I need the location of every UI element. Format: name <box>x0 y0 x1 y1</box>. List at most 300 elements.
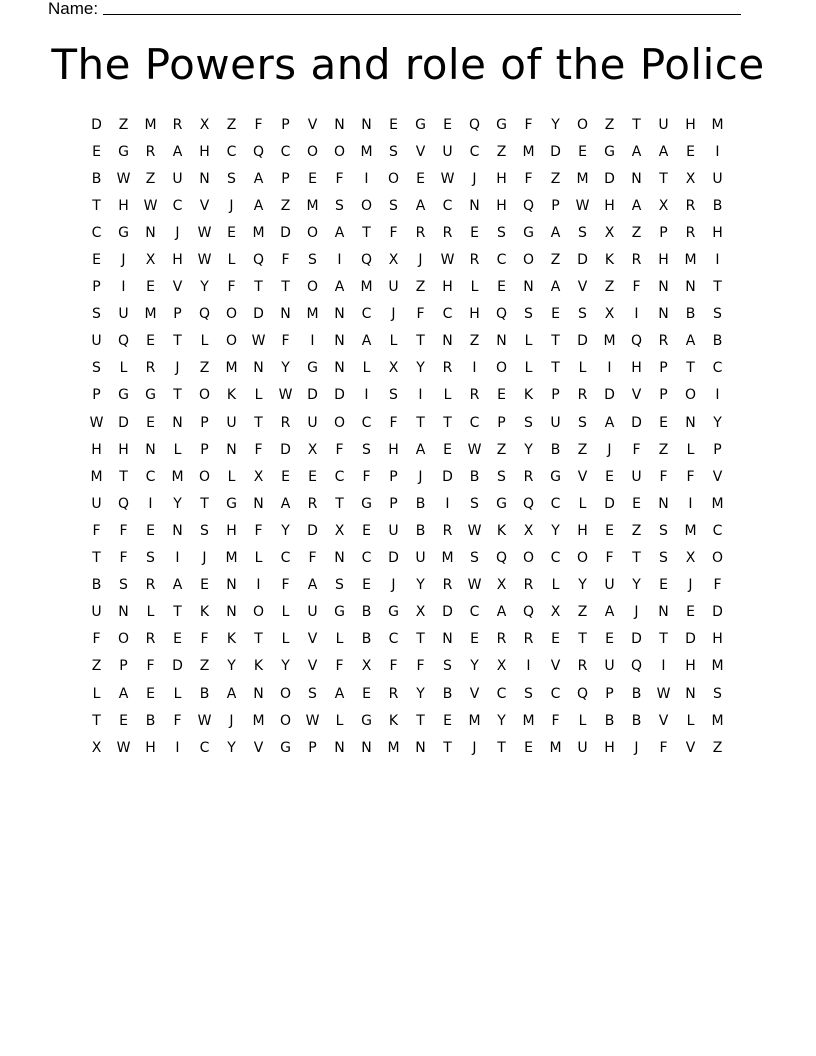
grid-row <box>83 463 731 490</box>
grid-letter: T <box>92 712 101 729</box>
grid-letter: N <box>658 495 669 512</box>
grid-letter: F <box>146 658 155 675</box>
grid-letter: P <box>389 468 398 485</box>
grid-letter: O <box>279 685 292 702</box>
grid-letter: Z <box>199 658 210 675</box>
grid-letter: N <box>172 522 183 539</box>
grid-letter: T <box>443 739 452 756</box>
grid-letter: N <box>145 441 156 458</box>
grid-letter: D <box>442 604 453 621</box>
grid-letter: X <box>523 522 534 539</box>
grid-letter: A <box>253 170 264 187</box>
grid-letter: F <box>389 658 398 675</box>
grid-letter: Y <box>416 577 425 594</box>
grid-letter: M <box>306 306 319 323</box>
grid-letter: I <box>418 387 423 404</box>
grid-letter: L <box>254 550 263 567</box>
grid-letter: M <box>711 495 724 512</box>
grid-letter: V <box>550 658 561 675</box>
grid-letter: B <box>361 631 372 648</box>
name-field <box>48 0 741 19</box>
grid-letter: Y <box>200 279 209 296</box>
grid-letter: Z <box>199 360 210 377</box>
grid-letter: S <box>524 685 533 702</box>
grid-letter: I <box>661 658 666 675</box>
grid-letter: G <box>307 360 318 377</box>
grid-letter: M <box>576 170 589 187</box>
grid-letter: O <box>198 387 211 404</box>
grid-letter: D <box>631 631 642 648</box>
grid-letter: B <box>685 306 696 323</box>
grid-letter: D <box>280 224 291 241</box>
grid-letter: A <box>172 577 183 594</box>
grid-letter: B <box>631 712 642 729</box>
grid-letter: E <box>443 441 452 458</box>
grid-letter: J <box>472 739 477 756</box>
grid-letter: N <box>334 739 345 756</box>
grid-letter: O <box>576 116 589 133</box>
grid-letter: T <box>443 414 452 431</box>
grid-letter: S <box>524 306 533 323</box>
grid-letter: I <box>337 252 342 269</box>
grid-letter: L <box>227 252 236 269</box>
grid-letter: N <box>442 631 453 648</box>
grid-letter: L <box>362 360 371 377</box>
grid-letter: C <box>442 197 453 214</box>
grid-letter: O <box>522 550 535 567</box>
grid-letter: L <box>524 333 533 350</box>
name-blank-line <box>103 0 741 15</box>
grid-letter: W <box>278 387 293 404</box>
grid-letter: F <box>254 441 263 458</box>
grid-letter: N <box>226 604 237 621</box>
grid-letter: S <box>200 522 209 539</box>
grid-letter: L <box>227 468 236 485</box>
grid-letter: D <box>550 143 561 160</box>
grid-letter: M <box>522 143 535 160</box>
grid-letter: W <box>197 224 212 241</box>
grid-letter: Q <box>117 333 130 350</box>
grid-letter: E <box>173 631 182 648</box>
grid-letter: W <box>89 414 104 431</box>
grid-letter: Q <box>630 333 643 350</box>
grid-letter: Z <box>631 224 642 241</box>
grid-letter: F <box>335 441 344 458</box>
grid-letter: G <box>361 495 372 512</box>
grid-letter: Y <box>470 658 479 675</box>
grid-letter: N <box>361 116 372 133</box>
grid-letter: A <box>334 224 345 241</box>
grid-letter: S <box>308 252 317 269</box>
grid-letter: T <box>551 360 560 377</box>
grid-letter: S <box>497 468 506 485</box>
grid-letter: S <box>497 224 506 241</box>
grid-letter: D <box>604 387 615 404</box>
grid-letter: X <box>253 468 264 485</box>
grid-letter: L <box>551 577 560 594</box>
grid-letter: O <box>360 197 373 214</box>
grid-letter: F <box>119 550 128 567</box>
grid-letter: X <box>496 658 507 675</box>
grid-letter: B <box>712 197 723 214</box>
grid-letter: E <box>659 414 668 431</box>
grid-letter: L <box>578 360 587 377</box>
grid-row <box>83 572 731 599</box>
grid-letter: R <box>523 468 534 485</box>
grid-letter: J <box>418 252 423 269</box>
grid-letter: N <box>415 739 426 756</box>
grid-letter: N <box>631 170 642 187</box>
grid-letter: R <box>415 224 426 241</box>
grid-letter: T <box>632 550 641 567</box>
grid-letter: T <box>578 631 587 648</box>
grid-letter: F <box>92 631 101 648</box>
name-label: Name: <box>48 0 99 18</box>
grid-letter: C <box>550 495 561 512</box>
grid-letter: L <box>281 631 290 648</box>
grid-letter: O <box>225 306 238 323</box>
grid-letter: F <box>659 468 668 485</box>
grid-letter: G <box>415 116 426 133</box>
grid-letter: O <box>333 414 346 431</box>
grid-letter: A <box>361 333 372 350</box>
grid-letter: W <box>197 252 212 269</box>
grid-letter: F <box>632 279 641 296</box>
grid-letter: E <box>686 604 695 621</box>
grid-letter: W <box>116 739 131 756</box>
grid-letter: N <box>361 739 372 756</box>
grid-letter: F <box>227 279 236 296</box>
grid-letter: R <box>685 197 696 214</box>
grid-letter: W <box>305 712 320 729</box>
grid-letter: Q <box>495 550 508 567</box>
grid-letter: F <box>713 577 722 594</box>
grid-letter: Z <box>496 143 507 160</box>
grid-letter: F <box>200 631 209 648</box>
grid-letter: Z <box>226 116 237 133</box>
grid-letter: J <box>391 306 396 323</box>
grid-letter: C <box>145 468 156 485</box>
grid-letter: L <box>119 360 128 377</box>
grid-letter: S <box>308 685 317 702</box>
grid-letter: C <box>361 550 372 567</box>
grid-letter: Y <box>281 360 290 377</box>
grid-letter: F <box>659 739 668 756</box>
grid-letter: E <box>146 522 155 539</box>
grid-letter: T <box>119 468 128 485</box>
grid-letter: G <box>361 712 372 729</box>
grid-letter: O <box>306 279 319 296</box>
grid-letter: J <box>472 170 477 187</box>
grid-letter: P <box>389 495 398 512</box>
grid-letter: T <box>416 333 425 350</box>
grid-letter: I <box>256 577 261 594</box>
grid-letter: Z <box>469 333 480 350</box>
grid-letter: P <box>551 197 560 214</box>
grid-letter: C <box>550 685 561 702</box>
grid-row <box>83 545 731 572</box>
grid-letter: Z <box>577 441 588 458</box>
grid-letter: B <box>604 712 615 729</box>
grid-letter: H <box>91 441 102 458</box>
grid-letter: U <box>307 414 318 431</box>
grid-letter: R <box>523 631 534 648</box>
grid-letter: G <box>334 604 345 621</box>
grid-letter: K <box>496 522 507 539</box>
grid-letter: M <box>306 197 319 214</box>
grid-letter: X <box>604 224 615 241</box>
grid-letter: E <box>362 685 371 702</box>
grid-letter: T <box>416 631 425 648</box>
grid-letter: M <box>711 658 724 675</box>
grid-letter: H <box>658 252 669 269</box>
grid-letter: E <box>605 631 614 648</box>
grid-letter: X <box>550 604 561 621</box>
grid-letter: J <box>607 441 612 458</box>
grid-letter: R <box>577 387 588 404</box>
grid-letter: P <box>497 414 506 431</box>
grid-letter: S <box>713 685 722 702</box>
grid-letter: F <box>389 224 398 241</box>
grid-letter: D <box>604 170 615 187</box>
grid-letter: W <box>467 522 482 539</box>
grid-letter: N <box>199 170 210 187</box>
grid-letter: R <box>577 658 588 675</box>
grid-letter: D <box>307 522 318 539</box>
grid-letter: H <box>604 739 615 756</box>
grid-letter: I <box>121 279 126 296</box>
grid-letter: Y <box>632 577 641 594</box>
grid-letter: L <box>335 631 344 648</box>
grid-letter: P <box>281 170 290 187</box>
grid-letter: U <box>388 522 399 539</box>
grid-letter: P <box>659 224 668 241</box>
grid-letter: L <box>92 685 101 702</box>
grid-letter: A <box>550 279 561 296</box>
grid-letter: D <box>253 306 264 323</box>
grid-letter: E <box>146 414 155 431</box>
grid-letter: E <box>497 387 506 404</box>
grid-letter: O <box>198 468 211 485</box>
grid-letter: Y <box>497 712 506 729</box>
grid-letter: I <box>445 495 450 512</box>
grid-letter: A <box>496 604 507 621</box>
grid-letter: W <box>197 712 212 729</box>
grid-letter: T <box>497 739 506 756</box>
grid-letter: A <box>307 577 318 594</box>
grid-letter: C <box>469 604 480 621</box>
grid-letter: Z <box>604 279 615 296</box>
grid-letter: T <box>686 360 695 377</box>
grid-letter: H <box>496 170 507 187</box>
grid-letter: O <box>225 333 238 350</box>
grid-letter: N <box>334 306 345 323</box>
grid-letter: J <box>175 360 180 377</box>
grid-letter: M <box>711 116 724 133</box>
grid-letter: J <box>391 577 396 594</box>
grid-letter: B <box>91 577 102 594</box>
grid-letter: R <box>307 495 318 512</box>
grid-letter: N <box>334 333 345 350</box>
grid-letter: D <box>604 495 615 512</box>
grid-letter: M <box>684 522 697 539</box>
grid-letter: D <box>280 441 291 458</box>
grid-letter: F <box>551 712 560 729</box>
grid-letter: E <box>227 224 236 241</box>
grid-letter: L <box>686 712 695 729</box>
grid-letter: Q <box>522 197 535 214</box>
grid-row <box>83 111 731 138</box>
grid-letter: Z <box>658 441 669 458</box>
grid-letter: Q <box>522 604 535 621</box>
grid-letter: Z <box>91 658 102 675</box>
grid-letter: Q <box>252 143 265 160</box>
grid-letter: C <box>172 197 183 214</box>
grid-letter: M <box>225 360 238 377</box>
grid-letter: H <box>442 279 453 296</box>
grid-letter: Q <box>522 495 535 512</box>
grid-letter: Y <box>551 116 560 133</box>
grid-letter: N <box>118 604 129 621</box>
word-search-grid <box>83 111 731 761</box>
grid-letter: T <box>254 279 263 296</box>
grid-letter: G <box>118 224 129 241</box>
grid-letter: B <box>550 441 561 458</box>
grid-letter: I <box>715 387 720 404</box>
grid-letter: K <box>226 631 237 648</box>
grid-letter: Q <box>252 252 265 269</box>
grid-letter: R <box>145 143 156 160</box>
grid-letter: T <box>281 279 290 296</box>
grid-letter: H <box>469 306 480 323</box>
grid-letter: Y <box>227 658 236 675</box>
grid-letter: D <box>712 604 723 621</box>
grid-letter: H <box>118 197 129 214</box>
grid-letter: H <box>145 739 156 756</box>
grid-row <box>83 328 731 355</box>
grid-letter: U <box>91 495 102 512</box>
grid-letter: B <box>442 685 453 702</box>
grid-letter: X <box>145 252 156 269</box>
grid-letter: F <box>524 170 533 187</box>
puzzle-title: The Powers and role of the Police <box>51 40 765 89</box>
grid-letter: A <box>550 224 561 241</box>
grid-letter: E <box>470 224 479 241</box>
grid-letter: A <box>604 414 615 431</box>
grid-letter: N <box>442 333 453 350</box>
grid-letter: P <box>173 306 182 323</box>
grid-row <box>83 382 731 409</box>
grid-letter: Y <box>578 577 587 594</box>
grid-letter: T <box>551 333 560 350</box>
grid-letter: Y <box>524 441 533 458</box>
grid-row <box>83 436 731 463</box>
grid-letter: E <box>92 252 101 269</box>
grid-letter: R <box>631 252 642 269</box>
grid-letter: U <box>307 604 318 621</box>
grid-letter: C <box>550 550 561 567</box>
grid-letter: D <box>631 414 642 431</box>
grid-row <box>83 409 731 436</box>
grid-letter: N <box>334 550 345 567</box>
grid-letter: E <box>389 116 398 133</box>
grid-letter: S <box>389 143 398 160</box>
grid-letter: B <box>631 685 642 702</box>
grid-letter: C <box>361 306 372 323</box>
grid-letter: R <box>442 522 453 539</box>
grid-letter: V <box>685 739 696 756</box>
grid-letter: L <box>578 712 587 729</box>
grid-letter: J <box>634 604 639 621</box>
grid-letter: S <box>443 658 452 675</box>
grid-letter: D <box>388 550 399 567</box>
grid-letter: U <box>631 468 642 485</box>
grid-letter: T <box>659 631 668 648</box>
grid-letter: P <box>308 739 317 756</box>
grid-letter: D <box>334 387 345 404</box>
grid-letter: I <box>364 170 369 187</box>
grid-letter: P <box>605 685 614 702</box>
grid-letter: E <box>551 631 560 648</box>
grid-letter: W <box>575 197 590 214</box>
grid-row <box>83 707 731 734</box>
grid-letter: P <box>92 279 101 296</box>
grid-letter: C <box>91 224 102 241</box>
grid-letter: L <box>254 387 263 404</box>
grid-letter: R <box>442 577 453 594</box>
grid-letter: X <box>388 360 399 377</box>
grid-letter: V <box>307 116 318 133</box>
grid-letter: Z <box>496 441 507 458</box>
grid-letter: T <box>173 387 182 404</box>
grid-letter: E <box>119 712 128 729</box>
grid-letter: L <box>173 685 182 702</box>
grid-letter: R <box>685 224 696 241</box>
grid-letter: X <box>685 170 696 187</box>
grid-row <box>83 517 731 544</box>
grid-letter: M <box>549 739 562 756</box>
grid-row <box>83 599 731 626</box>
grid-letter: A <box>334 685 345 702</box>
grid-letter: S <box>92 306 101 323</box>
grid-letter: F <box>335 658 344 675</box>
grid-letter: E <box>443 712 452 729</box>
grid-letter: M <box>144 306 157 323</box>
grid-letter: S <box>578 224 587 241</box>
grid-letter: A <box>631 197 642 214</box>
grid-letter: S <box>335 577 344 594</box>
grid-letter: N <box>685 414 696 431</box>
grid-letter: F <box>173 712 182 729</box>
grid-letter: L <box>281 604 290 621</box>
grid-letter: Y <box>416 360 425 377</box>
grid-letter: M <box>360 279 373 296</box>
grid-letter: N <box>226 577 237 594</box>
grid-letter: F <box>281 333 290 350</box>
grid-letter: B <box>415 522 426 539</box>
grid-letter: U <box>442 143 453 160</box>
grid-letter: V <box>631 387 642 404</box>
grid-letter: D <box>577 252 588 269</box>
grid-letter: F <box>308 550 317 567</box>
grid-letter: Y <box>551 522 560 539</box>
grid-letter: R <box>388 685 399 702</box>
grid-letter: O <box>252 604 265 621</box>
grid-letter: H <box>631 360 642 377</box>
grid-letter: C <box>712 360 723 377</box>
grid-letter: T <box>173 604 182 621</box>
grid-letter: S <box>362 441 371 458</box>
